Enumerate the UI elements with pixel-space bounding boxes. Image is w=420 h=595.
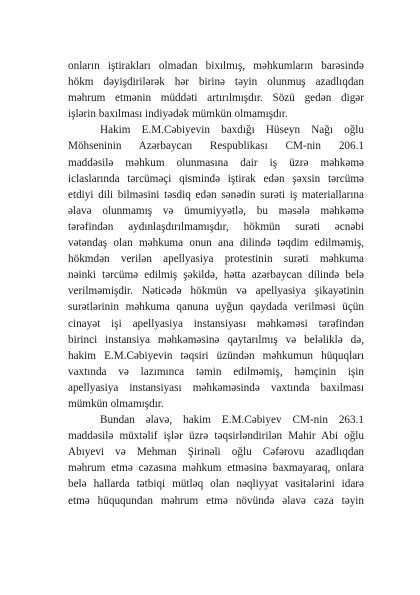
text-line: mümkün olmamışdır. [68,397,164,410]
text-line: etdiyi dili bilməsini təsdiq edən sənədin surəti iş materiallarına [68,188,364,201]
text-line: iclaslarında tərcüməçi qismində iştirak edən şəxsin tərcümə [68,172,364,185]
text-line: məhrum etmənin müddəti artırılmışdır. Sözü gedən digər [68,92,364,105]
text-line: vətəndaş olan məhkuma onun ana dilində təqdim edilməmiş, [68,237,364,250]
text-line: hökm dəyişdirilərək hər birinə təyin olunmuş azadlıqdan [68,76,364,89]
text-line: cinayət işi apellyasiya instansiyası məhkəməsi tərəfindən [68,317,364,330]
text-line: verilməmişdir. Nəticədə hökmün və apellyasiya şikayətinin [68,285,364,298]
text-line: apellyasiya instansiyası məhkəməsində vaxtında baxılması [68,381,364,394]
text-line: nəinki tərcümə edilmiş şəkildə, hətta azərbaycan dilində belə [68,269,364,282]
text-line: Bundan əlavə, hakim E.M.Cəbiyev CM-nin 263.1 [100,414,364,427]
text-line: maddəsilə məhkum olunmasına dair iş üzrə məhkəmə [68,156,364,169]
text-line: hakim E.M.Cəbiyevin təqsiri üzündən məhkumun hüquqları [68,349,364,362]
text-line: surətlərinin məhkuma qanuna uyğun qaydada verilməsi üçün [68,301,364,314]
text-line: Möhseninin Azərbaycan Respublikası CM-nin 206.1 [68,140,364,153]
text-line: belə hallarda tətbiqi mütləq olan nəqliyyat vasitələrini idarə [68,478,364,491]
text-line: Hakim E.M.Cəbiyevin baxdığı Hüseyn Nağı oğlu [100,124,364,137]
text-line: işlərin baxılması indiyədək mümkün olmamışdır. [68,108,288,121]
text-line: onların iştirakları olmadan bixılmış, məhkumların barəsində [68,60,364,72]
text-line: məhrum etmə cəzasına məhkum etməsinə baxmayaraq, onlara [68,462,364,475]
text-line: birinci instansiya məhkəməsinə qaytarılmış və beləliklə də, [68,333,364,346]
text-line: etmə hüququndan məhrum etmə növündə əlavə cəza təyin [68,494,364,507]
document-body-text [68,58,364,509]
text-line: Abıyevi və Mehman Şirinəli oğlu Cəfərovu azadlıqdan [68,446,364,459]
text-line: əlavə olunmamış və ümumiyyətlə, bu məsələ məhkəmə [68,204,364,217]
text-line: hökmdən verilən apellyasiya protestinin surəti məhkuma [68,253,364,266]
text-line: maddəsilə müxtəlif işlər üzrə təqsirləndirilən Mahir Abi oğlu [68,430,364,443]
text-line: vaxtında və lazımınca təmin edilməmiş, həmçinin işin [68,365,364,378]
text-line: tərəfindən aydınlaşdırılmamışdır, hökmün surəti əcnəbi [68,220,364,233]
